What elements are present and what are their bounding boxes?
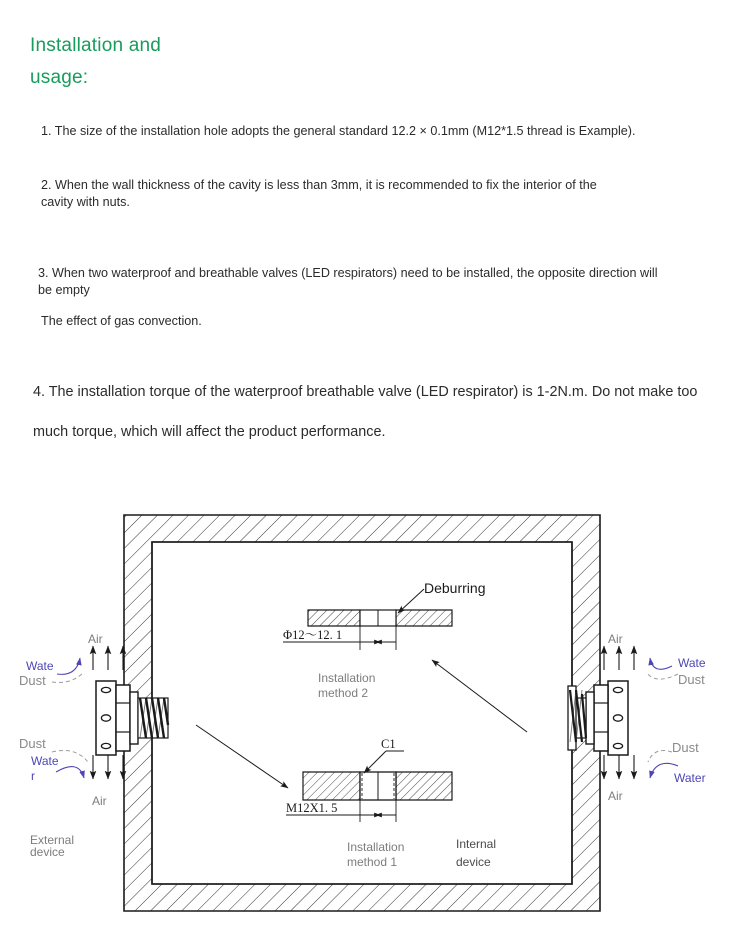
water-label-left-bottom: Wate bbox=[31, 754, 59, 768]
detail-view-method-1 bbox=[286, 737, 452, 869]
dust-label-right-top: Dust bbox=[678, 672, 705, 687]
page-title-line-1: Installation and bbox=[30, 35, 162, 56]
method-1-caption-line-2: method 1 bbox=[347, 855, 398, 869]
instruction-item-3: 3. When two waterproof and breathable valves (LED respirators) need to be installed, the opposite direction will be empty bbox=[38, 266, 658, 297]
detail-view-method-2 bbox=[283, 580, 485, 700]
deburring-callout: Deburring bbox=[424, 580, 486, 596]
internal-device-line-2: device bbox=[456, 855, 491, 869]
dust-label-left-bottom: Dust bbox=[19, 736, 46, 751]
water-dust-right-top bbox=[646, 656, 706, 687]
external-device-line-2: device bbox=[30, 845, 65, 859]
page-title bbox=[30, 30, 430, 94]
dust-label-right-bottom: Dust bbox=[672, 740, 699, 755]
method-1-caption-line-1: Installation bbox=[347, 840, 405, 854]
air-label-left-bottom: Air bbox=[92, 794, 107, 808]
instruction-item-1: 1. The size of the installation hole adopts the general standard 12.2 × 0.1mm (M12*1.5 thread is Example). bbox=[41, 124, 636, 138]
installation-diagram bbox=[0, 470, 750, 944]
page-title-line-2: usage: bbox=[30, 67, 89, 88]
water-dust-right-bottom bbox=[648, 740, 706, 785]
internal-device-line-1: Internal bbox=[456, 837, 497, 851]
air-label-right-top: Air bbox=[608, 632, 623, 646]
external-device-label bbox=[30, 833, 74, 859]
water-label-right-bottom: Water bbox=[674, 771, 706, 785]
air-label-left-top: Air bbox=[88, 632, 103, 646]
instruction-item-4: 4. The installation torque of the waterproof breathable valve (LED respirator) is 1-2N.m. Do not make too much torque, which will affect the product performance. bbox=[33, 384, 698, 440]
external-device-line-1: External bbox=[30, 833, 75, 847]
water-dust-left-top bbox=[19, 658, 84, 688]
dimension-thread: M12X1. 5 bbox=[286, 801, 338, 815]
instruction-item-3-continued: The effect of gas convection. bbox=[41, 314, 202, 328]
instruction-item-2: 2. When the wall thickness of the cavity is less than 3mm, it is recommended to fix the interior of the cavity with nuts. bbox=[41, 178, 597, 209]
water-label-left-top: Wate bbox=[26, 659, 54, 673]
method-2-caption-line-2: method 2 bbox=[318, 686, 369, 700]
water-label-right-top: Wate bbox=[678, 656, 706, 670]
dimension-diameter: Φ12〜12. 1 bbox=[283, 628, 343, 642]
dust-label-left-top: Dust bbox=[19, 673, 46, 688]
air-label-right-bottom: Air bbox=[608, 789, 623, 803]
valve-assembly-left bbox=[96, 681, 168, 755]
internal-device-label bbox=[456, 837, 496, 869]
airflow-arrows-right-bottom bbox=[604, 755, 634, 803]
water-label-left-bottom-wrap: r bbox=[31, 769, 35, 783]
airflow-arrows-right-top bbox=[604, 632, 634, 670]
airflow-arrows-left-top bbox=[88, 632, 123, 670]
water-dust-left-bottom bbox=[19, 736, 88, 783]
chamfer-callout: C1 bbox=[381, 737, 396, 751]
airflow-arrows-left-bottom bbox=[92, 755, 123, 808]
method-2-caption-line-1: Installation bbox=[318, 671, 376, 685]
